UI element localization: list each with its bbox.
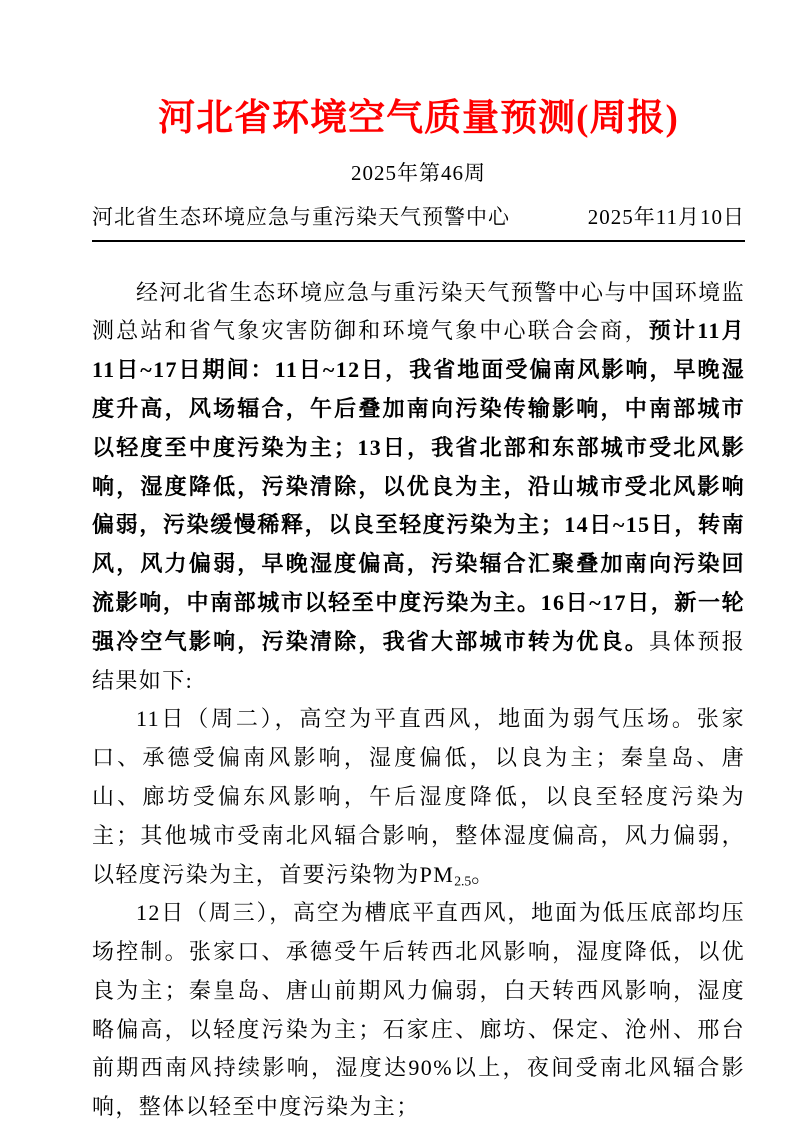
paragraph-day12: 12日（周三），高空为槽底平直西风，地面为低压底部均压场控制。张家口、承德受午后转西北风影响，湿度降低，以优良为主；秦皇岛、唐山前期风力偏弱，白天转西风影响，湿度略偏高，以轻度污染为主；石家庄、廊坊、保定、沧州、邢台前期西南风持续影响，湿度达90%以上，夜间受南北风辐合影响，整体以轻至中度污染为主； (92, 900, 745, 1120)
forecast-body (92, 274, 745, 1122)
header-divider (92, 240, 745, 242)
issuer-name: 河北省生态环境应急与重污染天气预警中心 (92, 204, 510, 229)
week-label: 2025年第46周 (351, 160, 486, 185)
paragraph-day11: 11日（周二），高空为平直西风，地面为弱气压场。张家口、承德受偏南风影响，湿度偏低，以良为主；秦皇岛、唐山、廊坊受偏东风影响，午后湿度降低，以良至轻度污染为主；其他城市受南北风辐合影响，整体湿度偏高，风力偏弱，以轻度污染为主，首要污染物为$PM_{2.5}$。 (92, 706, 745, 888)
meta-row (92, 201, 745, 231)
doc-title: 河北省环境空气质量预测(周报) (158, 98, 679, 139)
paragraph-summary: 经河北省生态环境应急与重污染天气预警中心与中国环境监测总站和省气象灾害防御和环境气象中心联合会商，预计11月11日~17日期间：11日~12日，我省地面受偏南风影响，早晚湿度升高，风场辐合，午后叠加南向污染传输影响，中南部城市以轻度至中度污染为主；13日，我省北部和东部城市受北风影响，湿度降低，污染清除，以优良为主，沿山城市受北风影响偏弱，污染缓慢稀释，以良至轻度污染为主；14日~15日，转南风，风力偏弱，早晚湿度偏高，污染辐合汇聚叠加南向污染回流影响，中南部城市以轻至中度污染为主。16日~17日，新一轮强冷空气影响，污染清除，我省大部城市转为优良。具体预报结果如下: (92, 279, 745, 693)
issue-date: 2025年11月10日 (587, 204, 745, 229)
